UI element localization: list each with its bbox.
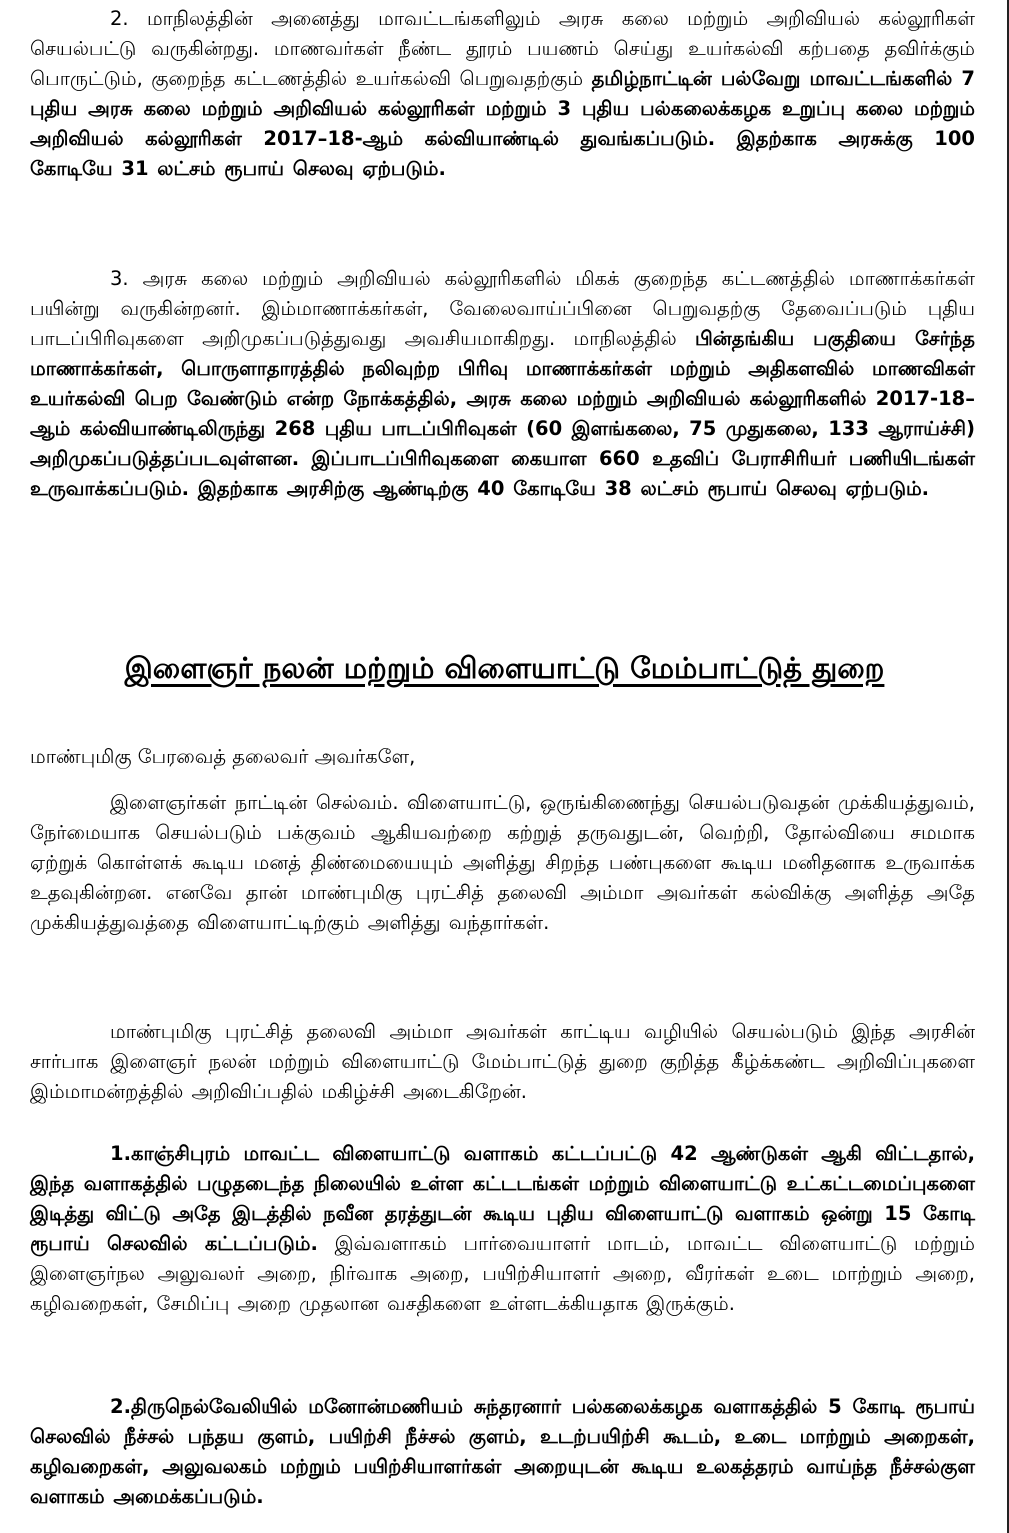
paragraph-text: 2. மாநிலத்தின் அனைத்து மாவட்டங்களிலும் அரசு கலை மற்றும் அறிவியல் கல்லூரிகள் செயல்பட்டு வருகின்றது. மாணவர்கள் நீண்ட தூரம் பயணம் செய்து உயர்கல்வி கற்பதை தவிர்க்கும் பொருட்டும், குறைந்த கட்டணத்தில் உயர்கல்வி பெறுவதற்கும்: [30, 7, 975, 90]
salutation: மாண்புமிகு பேரவைத் தலைவர் அவர்களே,: [30, 745, 416, 768]
paragraph-announcement: [30, 1017, 975, 1107]
paragraph-bold-text: பின்தங்கிய பகுதியை சேர்ந்த மாணாக்கர்கள், பொருளாதாரத்தில் நலிவுற்ற பிரிவு மாணாக்கர்கள் மற்றும் அதிகளவில் மாணவிகள் உயர்கல்வி பெற வேண்டும் என்ற நோக்கத்தில், அரசு கலை மற்றும் அறிவியல் கல்லூரிகளில் 2017-18–ஆம் கல்வியாண்டிலிருந்து 268 புதிய பாடப்பிரிவுகள் (60 இளங்கலை, 75 முதுகலை, 133 ஆராய்ச்சி) அறிமுகப்படுத்தப்படவுள்ளன. இப்பாடப்பிரிவுகளை கையாள 660 உதவிப் பேராசிரியர் பணியிடங்கள் உருவாக்கப்படும். இதற்காக அரசிற்கு ஆண்டிற்கு 40 கோடியே 38 லட்சம் ரூபாய் செலவு ஏற்படும்.: [30, 327, 976, 500]
paragraph-tirunelveli-pool: [30, 1392, 975, 1512]
paragraph-kanchipuram-complex: [30, 1139, 975, 1319]
paragraph-youth-intro: [30, 788, 975, 938]
section-heading: இளைஞர் நலன் மற்றும் விளையாட்டு மேம்பாட்டுத் துறை: [124, 651, 885, 685]
paragraph-bold-text: 2.திருநெல்வேலியில் மனோன்மணியம் சுந்தரனார் பல்கலைக்கழக வளாகத்தில் 5 கோடி ரூபாய் செலவில் நீச்சல் பந்தய குளம், பயிற்சி நீச்சல் குளம், உடற்பயிற்சி கூடம், உடை மாற்றும் அறைகள், கழிவறைகள், அலுவலகம் மற்றும் பயிற்சியாளர்கள் அறையுடன் கூடிய உலகத்தரம் வாய்ந்த நீச்சல்குள வளாகம் அமைக்கப்படும்.: [30, 1395, 975, 1508]
paragraph-text: இவ்வளாகம் பார்வையாளர் மாடம், மாவட்ட விளையாட்டு மற்றும் இளைஞர்நல அலுவலர் அறை, நிர்வாக அறை, பயிற்சியாளர் அறை, வீரர்கள் உடை மாற்றும் அறை, கழிவறைகள், சேமிப்பு அறை முதலான வசதிகளை உள்ளடக்கியதாக இருக்கும்.: [30, 1232, 975, 1315]
paragraph-new-colleges: [30, 4, 975, 184]
paragraph-bold-text: தமிழ்நாட்டின் பல்வேறு மாவட்டங்களில் 7 புதிய அரசு கலை மற்றும் அறிவியல் கல்லூரிகள் மற்றும் 3 புதிய பல்கலைக்கழக உறுப்பு கலை மற்றும் அறிவியல் கல்லூரிகள் 2017–18-ஆம் கல்வியாண்டில் துவங்கப்படும். இதற்காக அரசுக்கு 100 கோடியே 31 லட்சம் ரூபாய் செலவு ஏற்படும்.: [30, 67, 975, 180]
paragraph-text: மாண்புமிகு புரட்சித் தலைவி அம்மா அவர்கள் காட்டிய வழியில் செயல்படும் இந்த அரசின் சார்பாக இளைஞர் நலன் மற்றும் விளையாட்டு மேம்பாட்டுத் துறை குறித்த கீழ்க்கண்ட அறிவிப்புகளை இம்மாமன்றத்தில் அறிவிப்பதில் மகிழ்ச்சி அடைகிறேன்.: [30, 1020, 975, 1103]
paragraph-text: இளைஞர்கள் நாட்டின் செல்வம். விளையாட்டு, ஒருங்கிணைந்து செயல்படுவதன் முக்கியத்துவம், நேர்மையாக செயல்படும் பக்குவம் ஆகியவற்றை கற்றுத் தருவதுடன், வெற்றி, தோல்வியை சமமாக ஏற்றுக் கொள்ளக் கூடிய மனத் திண்மையையும் அளித்து சிறந்த பண்புகளை கூடிய மனிதனாக உருவாக்க உதவுகின்றன. எனவே தான் மாண்புமிகு புரட்சித் தலைவி அம்மா அவர்கள் கல்விக்கு அளித்த அதே முக்கியத்துவத்தை விளையாட்டிற்கும் அளித்து வந்தார்கள்.: [30, 791, 975, 934]
paragraph-text: 3. அரசு கலை மற்றும் அறிவியல் கல்லூரிகளில் மிகக் குறைந்த கட்டணத்தில் மாணாக்கர்கள் பயின்று வருகின்றனர். இம்மாணாக்கர்கள், வேலைவாய்ப்பினை பெறுவதற்கு தேவைப்படும் புதிய பாடப்பிரிவுகளை அறிமுகப்படுத்துவது அவசியமாகிறது. மாநிலத்தில்: [30, 267, 975, 350]
paragraph-bold-text: 1.காஞ்சிபுரம் மாவட்ட விளையாட்டு வளாகம் கட்டப்பட்டு 42 ஆண்டுகள் ஆகி விட்டதால், இந்த வளாகத்தில் பழுதடைந்த நிலையில் உள்ள கட்டடங்கள் மற்றும் விளையாட்டு உட்கட்டமைப்புகளை இடித்து விட்டு அதே இடத்தில் நவீன தரத்துடன் கூடிய புதிய விளையாட்டு வளாகம் ஒன்று 15 கோடி ரூபாய் செலவில் கட்டப்படும்.: [30, 1142, 975, 1255]
paragraph-new-courses: [30, 264, 975, 504]
